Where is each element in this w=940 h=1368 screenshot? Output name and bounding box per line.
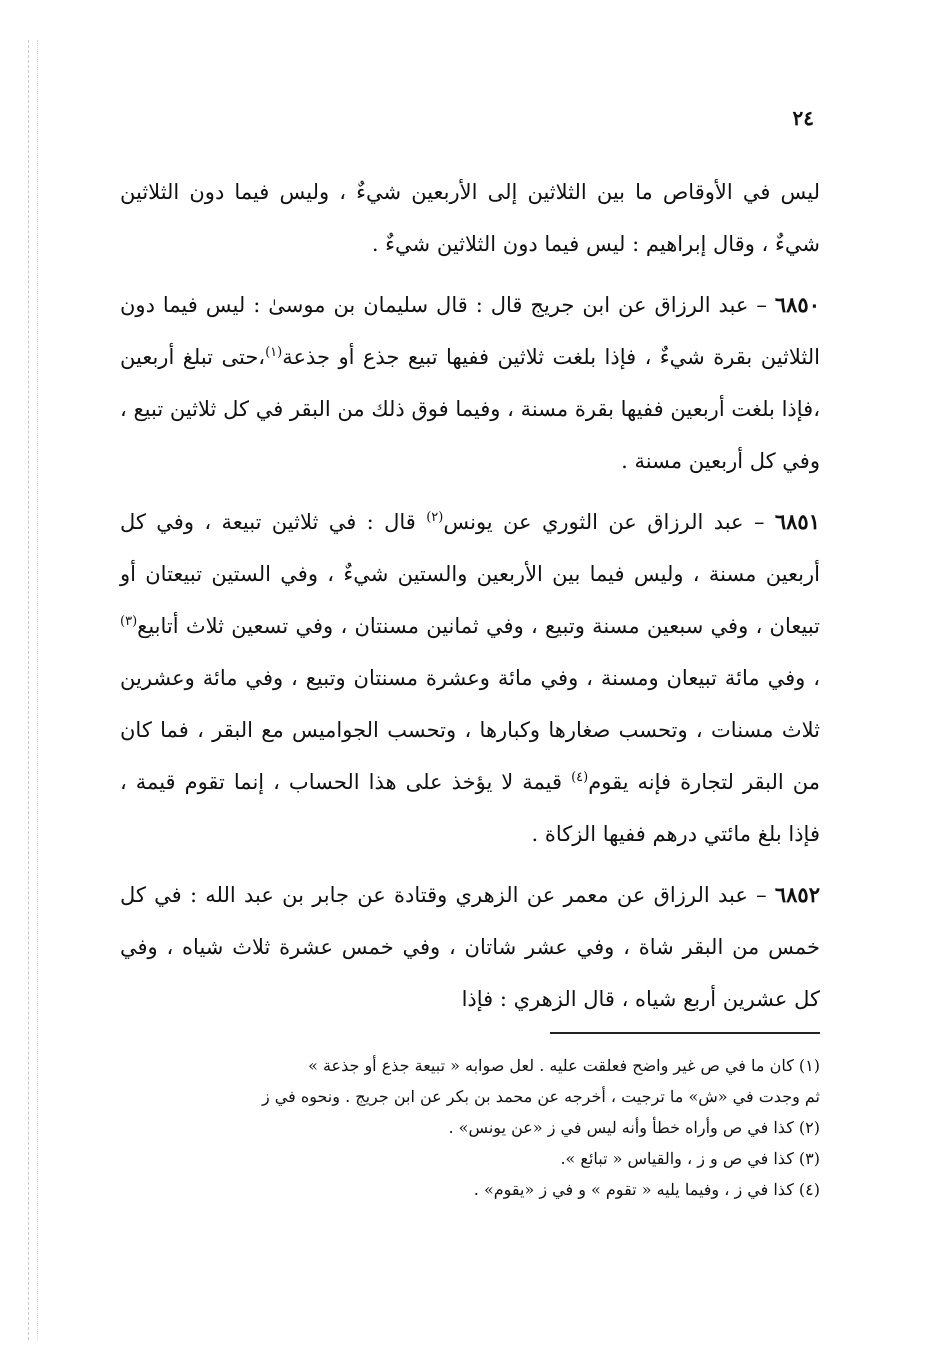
scan-edge-mark bbox=[28, 40, 38, 1340]
footnote-3 bbox=[120, 1143, 820, 1174]
hadith-text: قال : في ثلاثين تبيعة ، وفي كل أربعين مسنة ، وليس فيما بين الأربعين والستين شيءٌ ، وفي الستين تبيعتان أو تبيعان ، وفي سبعين مسنة وتبيع ، وفي ثمانين مسنتان ، وفي تسعين ثلاث أتابيع bbox=[120, 510, 820, 638]
hadith-6851 bbox=[120, 496, 820, 860]
book-page bbox=[100, 0, 820, 1368]
hadith-text: ،حتى تبلغ أربعين ،فإذا بلغت أربعين ففيها بقرة مسنة ، وفيما فوق ذلك من البقر في كل ثلاثين تبيع ، وفي كل أربعين مسنة . bbox=[120, 345, 820, 473]
hadith-6850 bbox=[120, 279, 820, 487]
hadith-text: قيمة لا يؤخذ على هذا الحساب ، إنما تقوم قيمة ، فإذا بلغ مائتي درهم ففيها الزكاة . bbox=[120, 770, 820, 846]
hadith-number: ٦٨٥٢ bbox=[774, 882, 820, 907]
footnote-text: كذا في ص و ز ، والقياس « تبائع ». bbox=[560, 1149, 799, 1168]
paragraph-continuation bbox=[120, 166, 820, 270]
hadith-dash: – bbox=[743, 510, 775, 534]
footnote-text: كذا في ز ، وفيما يليه « تقوم » و في ز «يقوم» . bbox=[473, 1180, 799, 1199]
paragraph-text: ليس في الأوقاص ما بين الثلاثين إلى الأربعين شيءٌ ، وليس فيما دون الثلاثين شيءٌ ، وقال إبراهيم : ليس فيما دون الثلاثين شيءٌ . bbox=[120, 180, 820, 256]
footnote-4 bbox=[120, 1174, 820, 1205]
footnote-divider bbox=[550, 1032, 820, 1034]
main-text bbox=[120, 166, 820, 1025]
hadith-number: ٦٨٥٠ bbox=[774, 292, 820, 317]
hadith-6852 bbox=[120, 869, 820, 1025]
hadith-text: عبد الرزاق عن الثوري عن يونس bbox=[443, 510, 744, 534]
footnote-text: كان ما في ص غير واضح فعلقت عليه . لعل صوابه « تبيعة جذع أو جذعة » bbox=[308, 1056, 799, 1075]
footnote-ref-1: (١) bbox=[265, 345, 283, 360]
footnote-text: كذا في ص وأراه خطأ وأنه ليس في ز «عن يونس» . bbox=[448, 1118, 799, 1137]
footnote-text: ثم وجدت في «ش» ما ترجيت ، أخرجه عن محمد بن بكر عن ابن جريج . ونحوه في ز bbox=[261, 1087, 820, 1106]
footnote-marker: (٤) bbox=[798, 1180, 820, 1199]
hadith-number: ٦٨٥١ bbox=[774, 509, 820, 534]
hadith-text: عبد الرزاق عن معمر عن الزهري وقتادة عن جابر بن عبد الله : في كل خمس من البقر شاة ، وفي عشر شاتان ، وفي خمس عشرة ثلاث شياه ، وفي كل عشرين أربع شياه ، قال الزهري : فإذا bbox=[120, 883, 820, 1011]
hadith-dash: – bbox=[748, 293, 775, 317]
footnote-ref-3: (٣) bbox=[120, 614, 138, 629]
footnote-ref-2: (٢) bbox=[426, 510, 444, 525]
footnote-ref-4: (٤) bbox=[571, 770, 589, 785]
hadith-dash: – bbox=[747, 883, 775, 907]
footnote-1 bbox=[120, 1050, 820, 1081]
footnotes bbox=[120, 1050, 820, 1205]
hadith-text: ، وفي مائة تبيعان ومسنة ، وفي مائة وعشرة مسنتان وتبيع ، وفي مائة وعشرين ثلاث مسنات ، وتحسب صغارها وكبارها ، وتحسب الجواميس مع البقر ، فما كان من البقر لتجارة فإنه يقوم bbox=[120, 666, 820, 794]
footnote-marker: (١) bbox=[798, 1056, 820, 1075]
footnote-2 bbox=[120, 1112, 820, 1143]
footnote-1-continuation bbox=[120, 1081, 820, 1112]
hadith-text: عبد الرزاق عن ابن جريج قال : قال سليمان بن موسىٰ : ليس فيما دون الثلاثين بقرة شيءٌ ، فإذا بلغت ثلاثين ففيها تبيع جذع أو جذعة bbox=[120, 293, 820, 369]
footnote-marker: (٢) bbox=[798, 1118, 820, 1137]
footnote-marker: (٣) bbox=[798, 1149, 820, 1168]
page-number: ٢٤ bbox=[792, 106, 814, 130]
